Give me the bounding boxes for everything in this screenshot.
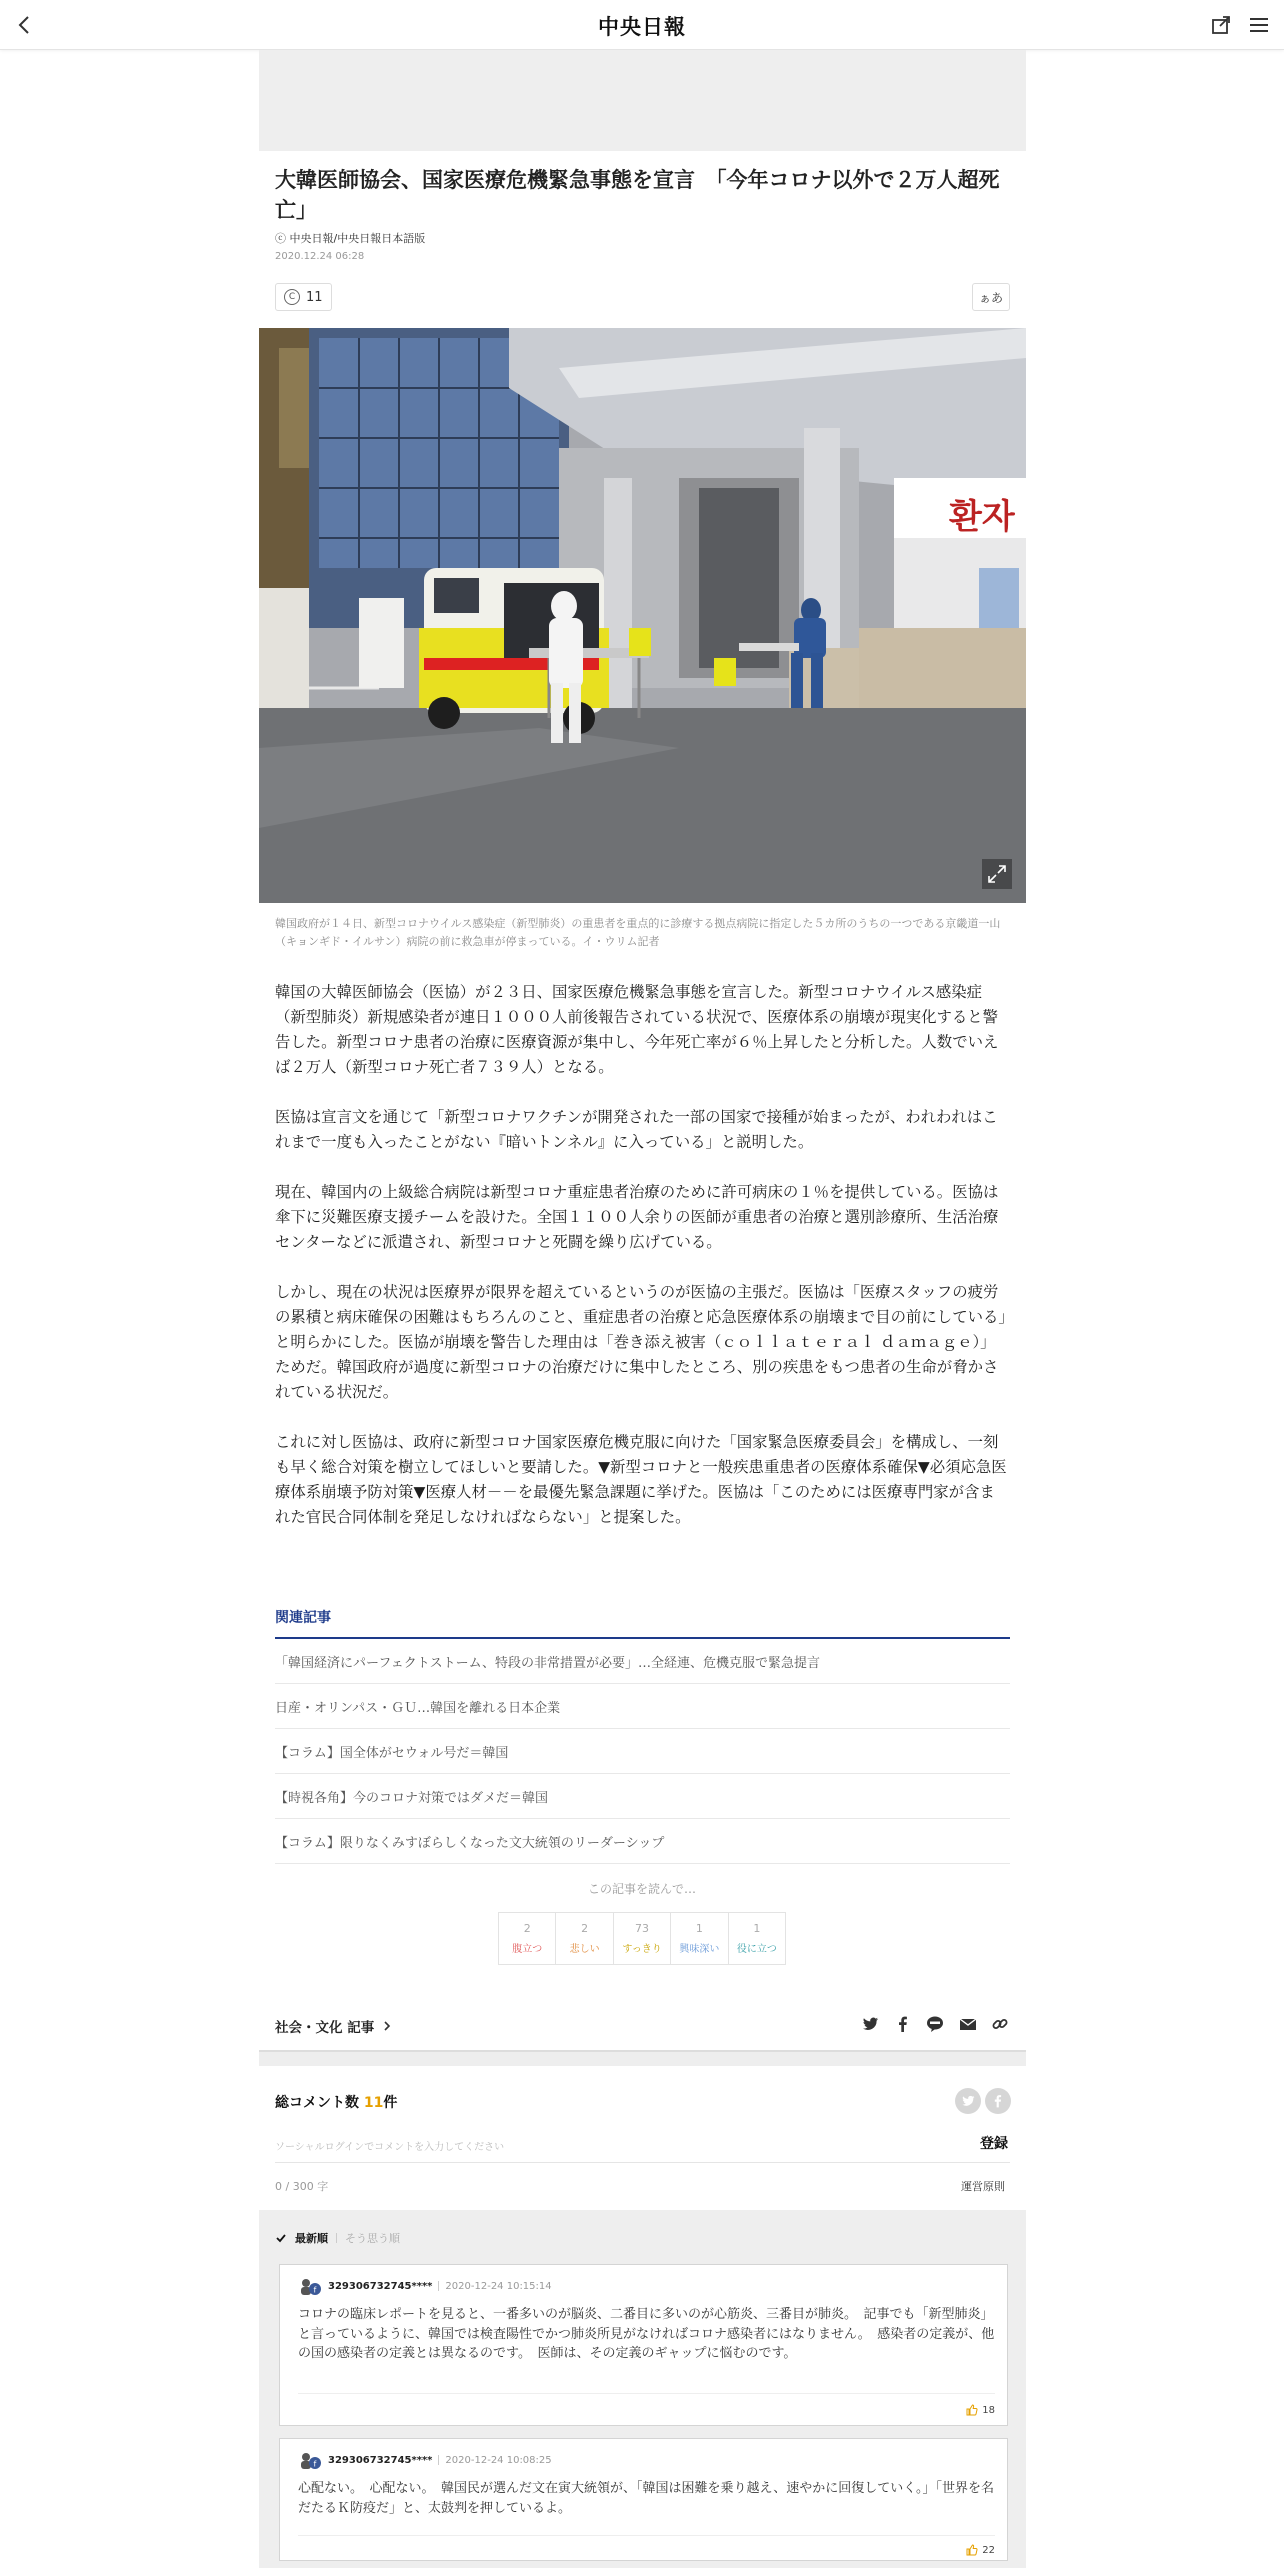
- like-count: 18: [982, 2404, 995, 2416]
- reaction-interesting-button[interactable]: [671, 1913, 728, 1964]
- comment-header: [298, 2277, 552, 2295]
- user-avatar-icon: [298, 2451, 322, 2469]
- sort-separator: [336, 2233, 337, 2243]
- site-logo[interactable]: 中央日報: [598, 14, 686, 39]
- comment-footer-divider: [298, 2535, 995, 2536]
- total-comments-suffix: 件: [383, 2095, 398, 2111]
- section-link-label: 社会・文化 記事: [275, 2020, 375, 2036]
- twitter-icon[interactable]: [860, 2014, 880, 2034]
- reaction-count: 2: [581, 1922, 589, 1935]
- reaction-label: 腹立つ: [512, 1944, 543, 1955]
- comment-time: 2020-12-24 10:08:25: [445, 2454, 552, 2466]
- sort-latest-tab[interactable]: 最新順: [295, 2232, 328, 2245]
- article-paragraph: しかし、現在の状況は医療界が限界を超えているというのが医協の主張だ。医協は「医療スタッフの疲労の累積と病床確保の困難はもちろんのこと、重症患者の治療と応急医療体系の崩壊まで目の前にしている」と明らかにした。医協が崩壊を警告した理由は「巻き添え被害（ｃｏｌｌａｔｅｒａｌ ｄａｍａｇｅ）」ためだ。韓国政府が過度に新型コロナの治療だけに集中したところ、別の疾患をもつ患者の生命が脅かされている状況だ。: [275, 1283, 1007, 1401]
- reaction-bar: [498, 1912, 786, 1965]
- comment-count: 11: [306, 289, 323, 305]
- comment-count-button[interactable]: [275, 283, 332, 311]
- article-paragraph: これに対し医協は、政府に新型コロナ国家医療危機克服に向けた「国家緊急医療委員会」を構成し、一刻も早く総合対策を樹立してほしいと要請した。▼新型コロナと一般疾患重患者の医療体系確保▼必須応急医療体系崩壊予防対策▼医療人材－－を最優先緊急課題に挙げた。医協は「このためには医療専門家が含まれた官民合同体制を発足しなければならない」と提案した。: [275, 1433, 1007, 1526]
- related-articles-list: [275, 1639, 1010, 1864]
- article-byline: ⓒ 中央日報/中央日報日本語版: [275, 232, 426, 245]
- reaction-count: 73: [635, 1922, 650, 1935]
- facebook-login-button[interactable]: [985, 2088, 1011, 2114]
- comment-card: [279, 2264, 1008, 2426]
- reaction-label: 興味深い: [679, 1944, 720, 1955]
- svg-text:f: f: [313, 2459, 317, 2469]
- reaction-label: すっきり: [622, 1944, 662, 1955]
- reaction-angry-button[interactable]: [499, 1913, 556, 1964]
- like-button[interactable]: [966, 2404, 995, 2416]
- article-date: 2020.12.24 06:28: [275, 251, 365, 262]
- expand-icon: [982, 859, 1012, 889]
- related-article-link[interactable]: 「韓国経済にパーフェクトストーム、特段の非常措置が必要」…全経連、危機克服で緊急提言: [275, 1639, 1010, 1684]
- reaction-count: 1: [695, 1922, 703, 1935]
- reaction-count: 2: [523, 1922, 531, 1935]
- reaction-prompt: この記事を読んで…: [587, 1882, 696, 1896]
- comment-username: 329306732745****: [328, 2454, 433, 2466]
- thumbs-up-icon: [966, 2544, 978, 2556]
- hospital-ambulance-photo: [259, 328, 1026, 903]
- comment-footer-divider: [298, 2393, 995, 2394]
- svg-text:환자: 환자: [949, 497, 1015, 537]
- article-paragraph: 現在、韓国内の上級総合病院は新型コロナ重症患者治療のために許可病床の１％を提供している。医協は傘下に災難医療支援チームを設けた。全国１１００人余りの医師が重患者の治療と選別診療所、生活治療センターなどに派遣され、新型コロナと死闘を繰り広げている。: [275, 1183, 999, 1251]
- share-icon[interactable]: [1208, 12, 1234, 38]
- like-button[interactable]: [966, 2544, 995, 2556]
- check-icon: [275, 2232, 287, 2244]
- svg-text:f: f: [313, 2285, 317, 2295]
- related-articles-title: 関連記事: [275, 1610, 331, 1626]
- comment-text: コロナの臨床レポートを見ると、一番多いのが脳炎、二番目に多いのが心筋炎、三番目が肺炎。 記事でも「新型肺炎」と言っているように、韓国では検査陽性でかつ肺炎所見がなければコロナ感染者にはなりません。 感染者の定義が、他の国の感染者の定義とは異なるのです。 医師は、その定義のギャップに悩むのです。: [298, 2307, 995, 2361]
- link-icon[interactable]: [990, 2014, 1010, 2034]
- comment-input[interactable]: ソーシャルログインでコメントを入力してください: [275, 2142, 505, 2153]
- ad-placeholder: [259, 50, 1026, 151]
- header-separator: [438, 2455, 439, 2465]
- like-count: 22: [982, 2544, 995, 2556]
- font-size-button[interactable]: ぁあ: [972, 283, 1010, 311]
- register-comment-button[interactable]: 登録: [980, 2136, 1008, 2152]
- total-comments: [275, 2092, 397, 2112]
- expand-photo-button[interactable]: [982, 859, 1012, 889]
- mail-icon[interactable]: [958, 2014, 978, 2034]
- related-article-link[interactable]: 【コラム】国全体がセウォル号だ＝韓国: [275, 1729, 1010, 1774]
- photo-caption: 韓国政府が１４日、新型コロナウイルス感染症（新型肺炎）の重患者を重点的に診療する拠点病院に指定した５カ所のうちの一つである京畿道一山（キョンギド・イルサン）病院の前に救急車が停まっている。イ・ウリム記者: [275, 917, 1001, 948]
- article-headline: 大韓医師協会、国家医療危機緊急事態を宣言 「今年コロナ以外で２万人超死亡」: [275, 168, 1000, 222]
- article-photo[interactable]: [259, 328, 1026, 903]
- article-paragraph: 医協は宣言文を通じて「新型コロナワクチンが開発された一部の国家で接種が始まったが、われわれはこれまで一度も入ったことがない『暗いトンネル』に入っている」と説明した。: [275, 1108, 998, 1151]
- thumbs-up-icon: [966, 2404, 978, 2416]
- article-paragraph: 韓国の大韓医師協会（医協）が２３日、国家医療危機緊急事態を宣言した。新型コロナウイルス感染症（新型肺炎）新規感染者が連日１０００人前後報告されている状況で、医療体系の崩壊が現実化すると警告した。新型コロナ患者の治療に医療資源が集中し、今年死亡率が６％上昇したと分析した。人数でいえば２万人（新型コロナ死亡者７３９人）となる。: [275, 983, 999, 1076]
- related-article-link[interactable]: 【コラム】限りなくみすぼらしくなった文大統領のリーダーシップ: [275, 1819, 1010, 1864]
- twitter-login-button[interactable]: [955, 2088, 981, 2114]
- user-avatar-icon: [298, 2277, 322, 2295]
- total-comments-prefix: 総コメント数: [275, 2095, 364, 2111]
- reaction-sad-button[interactable]: [556, 1913, 613, 1964]
- comment-sort-bar: [275, 2230, 400, 2246]
- social-login: [955, 2088, 1011, 2114]
- article-body: [275, 980, 1010, 1555]
- reaction-label: 役に立つ: [736, 1944, 777, 1955]
- input-divider: [275, 2162, 1010, 2163]
- hamburger-menu-icon[interactable]: [1246, 12, 1272, 38]
- total-comments-count: 11: [363, 2095, 384, 2111]
- section-link[interactable]: [275, 2016, 392, 2036]
- comment-icon: C: [284, 289, 300, 305]
- comment-text: 心配ない。 心配ない。 韓国民が選んだ文在寅大統領が、「韓国は困難を乗り越え、速やかに回復していく。」「世界を名だたるＫ防疫だ」と、太鼓判を押しているよ。: [298, 2481, 995, 2516]
- comment-card: [279, 2438, 1008, 2561]
- facebook-icon: [990, 2093, 1006, 2109]
- reaction-count: 1: [753, 1922, 761, 1935]
- comment-time: 2020-12-24 10:15:14: [445, 2280, 552, 2292]
- related-article-link[interactable]: 【時視各角】今のコロナ対策ではダメだ＝韓国: [275, 1774, 1010, 1819]
- reaction-useful-button[interactable]: [729, 1913, 785, 1964]
- comment-header: [298, 2451, 552, 2469]
- section-divider: [259, 2050, 1026, 2066]
- related-article-link[interactable]: 日産・オリンパス・ＧＵ…韓国を離れる日本企業: [275, 1684, 1010, 1729]
- top-bar: [0, 0, 1284, 50]
- reaction-refreshed-button[interactable]: [614, 1913, 671, 1964]
- chevron-right-icon: [382, 2020, 392, 2032]
- twitter-icon: [960, 2093, 976, 2109]
- header-separator: [438, 2281, 439, 2291]
- reaction-label: 悲しい: [569, 1944, 600, 1955]
- sort-agree-tab[interactable]: そう思う順: [345, 2232, 400, 2245]
- char-count: 0 / 300 字: [275, 2180, 329, 2193]
- line-icon[interactable]: [925, 2014, 945, 2034]
- comment-username: 329306732745****: [328, 2280, 433, 2292]
- policy-link[interactable]: 運営原則: [961, 2180, 1005, 2193]
- share-icons: [860, 2013, 1010, 2035]
- facebook-icon[interactable]: [893, 2014, 913, 2034]
